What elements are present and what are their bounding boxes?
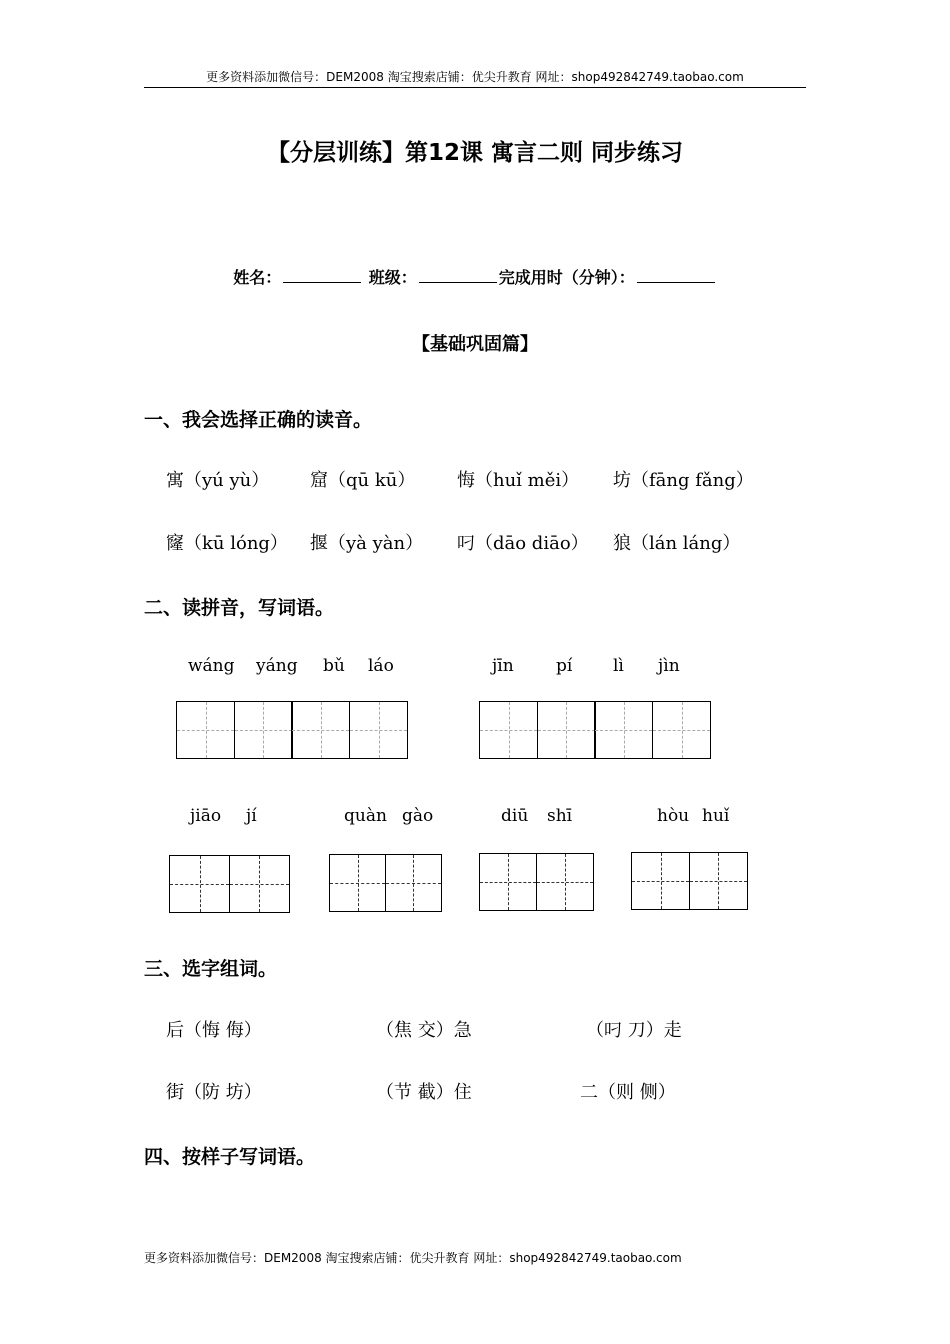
writing-cell[interactable] [169, 855, 230, 913]
pinyin-syllable: lì [613, 656, 624, 676]
writing-cell[interactable] [631, 852, 690, 910]
q1-item: 叼（dāo diāo） [457, 533, 589, 554]
q3-item: 后（悔 侮） [166, 1020, 262, 1041]
page-title: 【分层训练】第12课 寓言二则 同步练习 [266, 140, 684, 166]
q3-item: （焦 交）急 [376, 1020, 472, 1041]
q1-item: 坊（fāng fǎng） [613, 470, 754, 491]
time-blank[interactable] [637, 268, 715, 283]
q1-item: 狼（lán láng） [613, 533, 741, 554]
pinyin-syllable: pí [556, 656, 573, 676]
pinyin-syllable: huǐ [702, 806, 730, 826]
q3-item: 街（防 坊） [166, 1082, 262, 1103]
writing-cell[interactable] [537, 701, 596, 759]
writing-cell[interactable] [536, 853, 594, 911]
writing-grid-hou-hui[interactable] [631, 852, 748, 910]
pinyin-syllable: shī [547, 806, 573, 826]
class-label: 班级： [368, 268, 417, 287]
writing-cell[interactable] [291, 701, 350, 759]
writing-cell[interactable] [385, 854, 442, 912]
name-blank[interactable] [283, 268, 361, 283]
q1-item: 窟（qū kū） [310, 470, 416, 491]
q1-item: 悔（huǐ měi） [457, 470, 580, 491]
writing-cell[interactable] [229, 855, 290, 913]
writing-grid-quan-gao[interactable] [329, 854, 442, 912]
pinyin-syllable: diū [501, 806, 529, 826]
page-header: 更多资料添加微信号：DEM2008 淘宝搜索店铺：优尖升教育 网址：shop492842749.taobao.com [206, 70, 744, 84]
q1-item: 窿（kū lóng） [166, 533, 288, 554]
writing-cell[interactable] [234, 701, 293, 759]
q3-heading: 三、选字组词。 [144, 958, 278, 980]
q4-heading: 四、按样子写词语。 [144, 1146, 316, 1168]
section-heading: 【基础巩固篇】 [412, 334, 538, 355]
pinyin-syllable: jiāo [190, 806, 222, 826]
time-label: 完成用时（分钟）： [498, 268, 635, 287]
writing-grid-jiao-ji[interactable] [169, 855, 290, 913]
student-info-line [0, 265, 950, 288]
q1-item: 揠（yà yàn） [310, 533, 424, 554]
pinyin-syllable: gào [402, 806, 434, 826]
pinyin-syllable: yáng [256, 656, 298, 676]
name-label: 姓名： [233, 268, 282, 287]
pinyin-syllable: wáng [188, 656, 235, 676]
q2-heading: 二、读拼音，写词语。 [144, 597, 335, 619]
pinyin-syllable: hòu [657, 806, 690, 826]
pinyin-syllable: jìn [658, 656, 680, 676]
pinyin-syllable: láo [368, 656, 394, 676]
pinyin-syllable: quàn [344, 806, 387, 826]
writing-grid-diu-shi[interactable] [479, 853, 594, 911]
pinyin-syllable: jí [246, 806, 257, 826]
q3-item: 二（则 侧） [580, 1082, 676, 1103]
writing-cell[interactable] [349, 701, 408, 759]
page-footer: 更多资料添加微信号：DEM2008 淘宝搜索店铺：优尖升教育 网址：shop492842749.taobao.com [144, 1251, 682, 1265]
writing-grid-wang-yang-bu-lao[interactable] [176, 701, 408, 759]
writing-cell[interactable] [176, 701, 235, 759]
header-divider [144, 87, 806, 88]
pinyin-syllable: jīn [492, 656, 514, 676]
q1-item: 寓（yú yù） [166, 470, 270, 491]
class-blank[interactable] [419, 268, 497, 283]
writing-cell[interactable] [594, 701, 653, 759]
writing-cell[interactable] [689, 852, 748, 910]
pinyin-syllable: bǔ [323, 656, 345, 676]
writing-cell[interactable] [652, 701, 711, 759]
writing-grid-jin-pi-li-jin[interactable] [479, 701, 711, 759]
q3-item: （叼 刀）走 [586, 1020, 682, 1041]
writing-cell[interactable] [479, 853, 537, 911]
q3-item: （节 截）住 [376, 1082, 472, 1103]
writing-cell[interactable] [479, 701, 538, 759]
q1-heading: 一、我会选择正确的读音。 [144, 409, 373, 431]
writing-cell[interactable] [329, 854, 386, 912]
